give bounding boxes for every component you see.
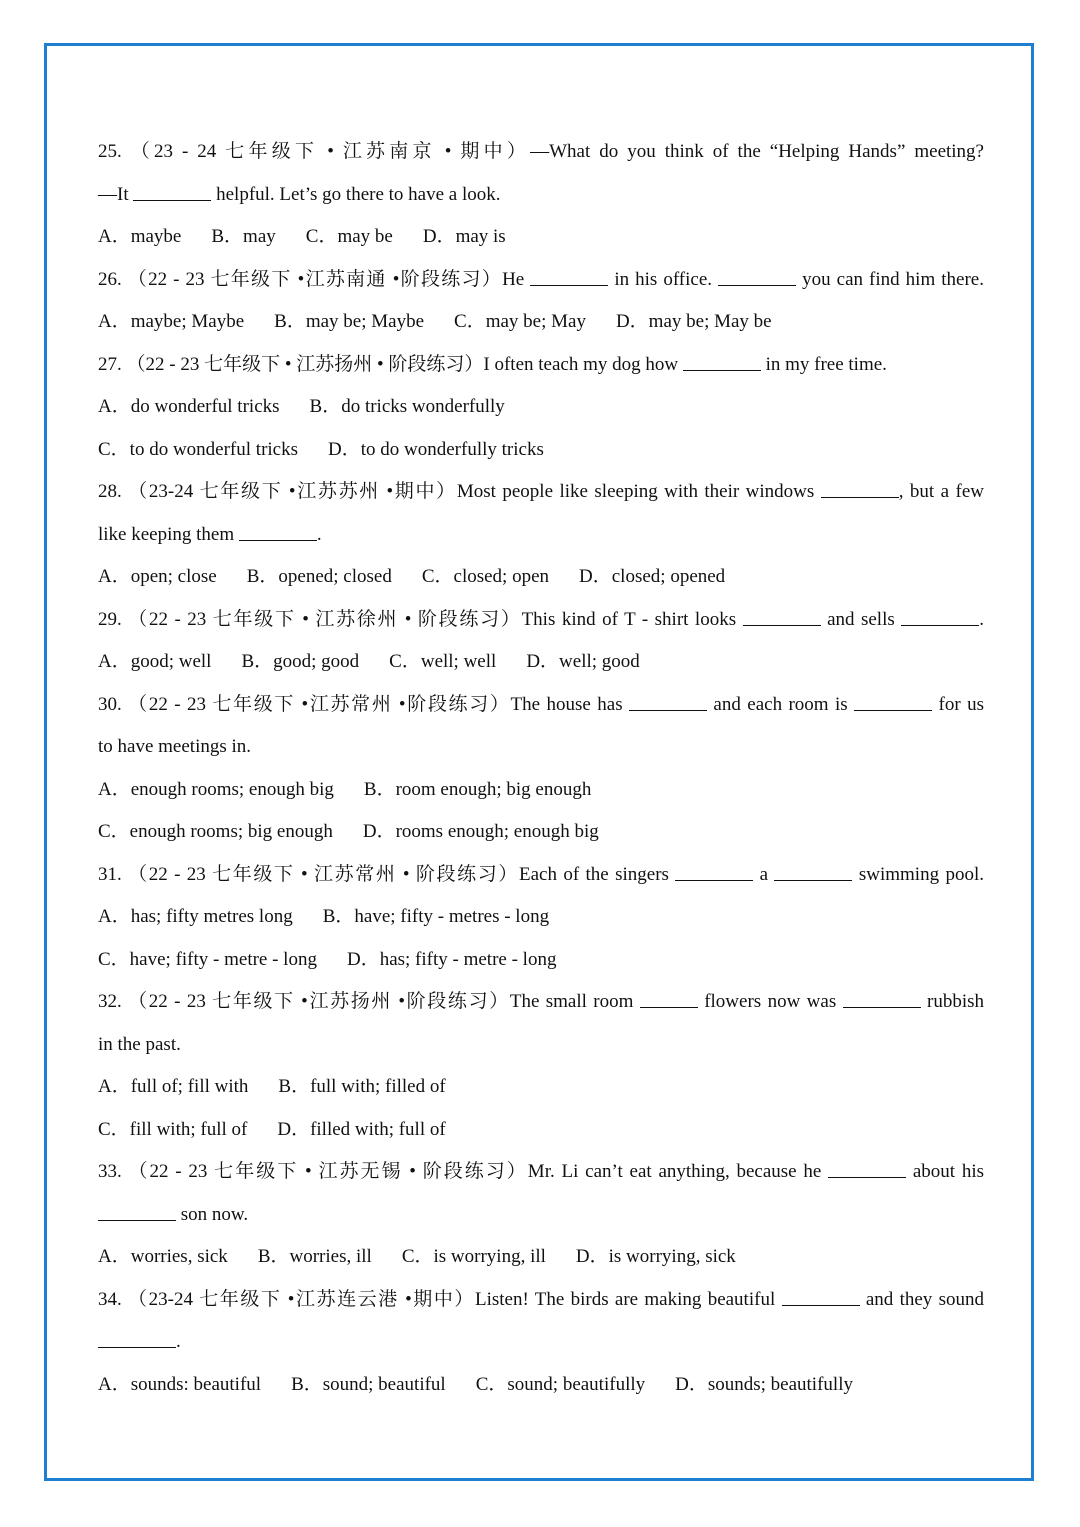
question-text: 26. （22 - 23 七年级下 •江苏南通 •阶段练习）He [98, 268, 531, 290]
option-D[interactable]: D．sounds; beautifully [675, 1373, 853, 1395]
answer-blank[interactable] [683, 369, 761, 371]
option-C[interactable]: C．is worrying, ill [401, 1246, 546, 1267]
answer-blank[interactable] [98, 1346, 176, 1348]
question-text: helpful. Let’s go there to have a look. [211, 183, 501, 205]
option-A[interactable]: A．has; fifty metres long [98, 906, 293, 927]
option-B[interactable]: B．worries, ill [257, 1246, 372, 1267]
question-text: for us [932, 693, 984, 715]
question-text: to have meetings in. [98, 736, 252, 757]
answer-blank[interactable] [98, 1219, 176, 1221]
option-C[interactable]: C．enough rooms; big enough [98, 821, 333, 842]
question-28 [98, 471, 984, 599]
question-text: 30. （22 - 23 七年级下 •江苏常州 •阶段练习）The house has [98, 693, 629, 715]
question-text-line [98, 1279, 984, 1322]
question-34 [98, 1279, 984, 1407]
question-25 [98, 131, 984, 259]
question-text: rubbish [920, 991, 984, 1012]
answer-blank[interactable] [640, 1006, 698, 1008]
answer-blank[interactable] [828, 1176, 906, 1178]
question-text-line [98, 726, 984, 769]
options-row [98, 896, 984, 939]
option-B[interactable]: B．good; good [241, 651, 360, 672]
answer-blank[interactable] [239, 539, 317, 541]
question-30 [98, 684, 984, 854]
question-text: 32. （22 - 23 七年级下 •江苏扬州 •阶段练习）The small room [98, 991, 640, 1012]
option-D[interactable]: D．rooms enough; enough big [362, 821, 599, 842]
answer-blank[interactable] [133, 199, 211, 201]
answer-blank[interactable] [629, 709, 707, 711]
option-B[interactable]: B．do tricks wonderfully [309, 396, 505, 417]
question-list [98, 131, 984, 1406]
answer-blank[interactable] [821, 496, 899, 498]
options-row [98, 1109, 984, 1152]
question-text: . [979, 608, 984, 630]
option-D[interactable]: D．has; fifty - metre - long [346, 948, 557, 970]
question-text-line [98, 514, 984, 557]
options-row [98, 769, 984, 812]
option-A[interactable]: A．good; well [98, 651, 212, 672]
question-text-line [98, 599, 984, 642]
question-text: 27. （22 - 23 七年级下 • 江苏扬州 • 阶段练习）I often teach my dog how [98, 353, 683, 375]
question-29 [98, 599, 984, 684]
question-text: swimming pool. [852, 863, 984, 885]
question-text: in his office. [608, 268, 719, 290]
options-row [98, 1364, 984, 1407]
question-text-line [98, 1194, 984, 1237]
options-row [98, 301, 984, 344]
question-text-line [98, 471, 984, 514]
option-A[interactable]: A．maybe; Maybe [98, 311, 245, 332]
question-text-line [98, 1151, 984, 1194]
question-text: flowers now was [697, 991, 843, 1012]
question-text: 29. （22 - 23 七年级下 • 江苏徐州 • 阶段练习）This kind of T - shirt looks [98, 608, 743, 630]
question-text: and each room is [707, 693, 855, 715]
option-D[interactable]: D．closed; opened [579, 566, 726, 587]
question-text: , but a few [898, 481, 984, 502]
option-D[interactable]: D．is worrying, sick [575, 1246, 736, 1267]
question-text: in the past. [98, 1033, 181, 1055]
option-C[interactable]: C．may be [305, 226, 393, 247]
option-B[interactable]: B．have; fifty - metres - long [322, 906, 550, 927]
question-27 [98, 344, 984, 472]
question-text: . [316, 523, 322, 545]
question-text-line [98, 1024, 984, 1067]
question-text: and they sound [859, 1288, 985, 1310]
question-text: a [753, 863, 775, 885]
option-B[interactable]: B．may be; Maybe [274, 311, 425, 332]
option-A[interactable]: A．open; close [98, 566, 217, 587]
question-32 [98, 981, 984, 1151]
answer-blank[interactable] [718, 284, 796, 286]
question-text-line [98, 684, 984, 727]
option-A[interactable]: A．sounds: beautiful [98, 1373, 262, 1395]
option-B[interactable]: B．sound; beautiful [291, 1373, 446, 1395]
question-text-line [98, 981, 984, 1024]
question-text: 33. （22 - 23 七年级下 • 江苏无锡 • 阶段练习）Mr. Li can’t eat anything, because he [98, 1161, 829, 1182]
option-C[interactable]: C．closed; open [421, 566, 550, 587]
question-33 [98, 1151, 984, 1279]
question-26 [98, 259, 984, 344]
option-B[interactable]: B．full with; filled of [278, 1076, 446, 1097]
question-text-line [98, 259, 984, 302]
question-text: you can find him there. [796, 268, 984, 290]
question-text-line [98, 174, 984, 217]
question-31 [98, 854, 984, 982]
option-B[interactable]: B．room enough; big enough [363, 778, 592, 800]
answer-blank[interactable] [743, 624, 821, 626]
option-C[interactable]: C．well; well [389, 651, 497, 672]
answer-blank[interactable] [901, 624, 979, 626]
answer-blank[interactable] [843, 1006, 921, 1008]
answer-blank[interactable] [774, 879, 852, 881]
options-row [98, 429, 984, 472]
option-B[interactable]: B．may [211, 226, 276, 247]
options-row [98, 556, 984, 599]
question-text-line [98, 131, 984, 174]
answer-blank[interactable] [782, 1304, 860, 1306]
question-text: 28. （23-24 七年级下 •江苏苏州 •期中）Most people like sleeping with their windows [98, 481, 821, 502]
option-B[interactable]: B．opened; closed [246, 566, 392, 587]
options-row [98, 1066, 984, 1109]
option-C[interactable]: C．sound; beautifully [475, 1373, 646, 1395]
options-row [98, 641, 984, 684]
question-text-line [98, 344, 984, 387]
answer-blank[interactable] [530, 284, 608, 286]
options-row [98, 216, 984, 259]
options-row [98, 1236, 984, 1279]
option-D[interactable]: D．may is [422, 226, 506, 247]
option-D[interactable]: D．filled with; full of [277, 1118, 446, 1140]
option-C[interactable]: C．to do wonderful tricks [98, 438, 299, 460]
answer-blank[interactable] [854, 709, 932, 711]
option-A[interactable]: A．worries, sick [98, 1246, 228, 1267]
option-A[interactable]: A．maybe [98, 226, 182, 247]
question-text-line [98, 1321, 984, 1364]
question-text: 34. （23-24 七年级下 •江苏连云港 •期中）Listen! The birds are making beautiful [98, 1288, 782, 1310]
question-text: . [176, 1331, 181, 1352]
options-row [98, 811, 984, 854]
question-text: 31. （22 - 23 七年级下 • 江苏常州 • 阶段练习）Each of the singers [98, 863, 676, 885]
answer-blank[interactable] [675, 879, 753, 881]
question-text-line [98, 854, 984, 897]
question-text: 25. （23 - 24 七年级下 • 江苏南京 • 期中）—What do you think of the “Helping Hands” meeting? [98, 141, 984, 162]
option-A[interactable]: A．enough rooms; enough big [98, 778, 334, 800]
option-D[interactable]: D．well; good [526, 651, 640, 672]
question-text: and sells [820, 608, 902, 630]
option-C[interactable]: C．may be; May [454, 311, 586, 332]
option-C[interactable]: C．fill with; full of [98, 1118, 248, 1140]
options-row [98, 386, 984, 429]
option-A[interactable]: A．do wonderful tricks [98, 396, 280, 417]
option-D[interactable]: D．may be; May be [615, 311, 772, 332]
question-text: —It [98, 183, 134, 205]
question-text: like keeping them [98, 523, 239, 545]
options-row [98, 939, 984, 982]
option-C[interactable]: C．have; fifty - metre - long [98, 948, 317, 970]
option-D[interactable]: D．to do wonderfully tricks [328, 438, 544, 460]
question-text: about his [906, 1161, 985, 1182]
question-text: in my free time. [760, 353, 887, 375]
option-A[interactable]: A．full of; fill with [98, 1076, 249, 1097]
question-text: son now. [176, 1203, 249, 1225]
